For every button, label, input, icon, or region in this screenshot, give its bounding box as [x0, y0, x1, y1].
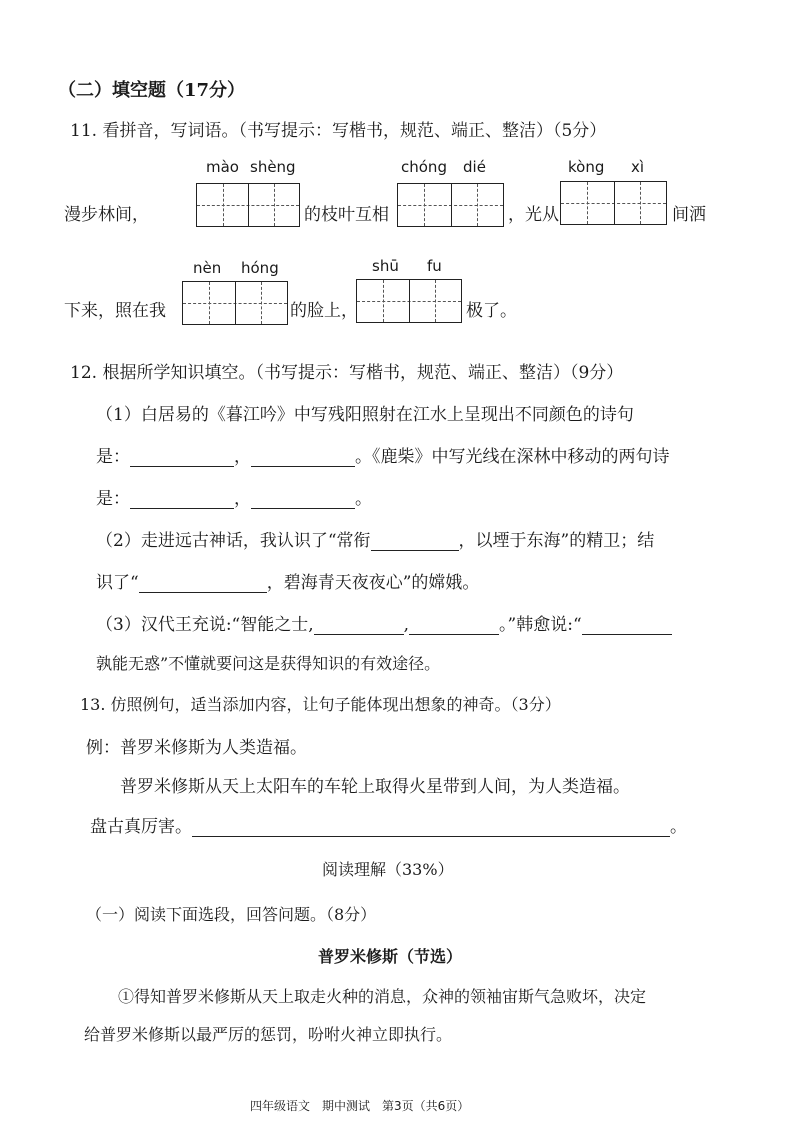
- pinyin-hong: hóng: [241, 259, 279, 277]
- example-answer: 普罗米修斯从天上太阳车的车轮上取得火星带到人间，为人类造福。: [120, 777, 630, 797]
- writing-grid-shufu[interactable]: [356, 279, 462, 323]
- pinyin-shu: shū: [372, 257, 399, 275]
- blank[interactable]: [314, 616, 404, 635]
- example-label: 例：普罗米修斯为人类造福。: [86, 738, 307, 758]
- pinyin-mao: mào: [206, 158, 239, 176]
- passage-para1-line1: ①得知普罗米修斯从天上取走火种的消息，众神的领袖宙斯气急败坏，决定: [118, 987, 647, 1006]
- blank[interactable]: [130, 490, 234, 509]
- q11-text-1: 漫步林间，: [64, 205, 149, 225]
- answer-line[interactable]: [192, 818, 670, 837]
- q12-part2-line1: （2）走进远古神话，我认识了“常衔 ，以堙于东海”的精卫；结: [96, 531, 655, 551]
- writing-grid-nenhong[interactable]: [182, 281, 288, 325]
- pinyin-xi: xì: [631, 158, 645, 176]
- blank[interactable]: [409, 616, 499, 635]
- writing-grid-chongdie[interactable]: [397, 183, 504, 227]
- q11-text-2: 的枝叶互相: [304, 205, 389, 225]
- q11-text-5: 下来，照在我: [64, 301, 166, 321]
- q12-part1-line1: （1）白居易的《暮江吟》中写残阳照射在江水上呈现出不同颜色的诗句: [96, 405, 634, 425]
- blank[interactable]: [251, 448, 355, 467]
- q12-part1-line3: 是： ， 。: [96, 489, 372, 509]
- section-title: （二）填空题（17分）: [58, 80, 246, 101]
- question-12-title: 12. 根据所学知识填空。（书写提示：写楷书，规范、端正、整洁）（9分）: [70, 363, 624, 383]
- q11-text-4: 间洒: [672, 205, 706, 225]
- q13-prompt: 盘古真厉害。 。: [90, 817, 687, 837]
- pinyin-nen: nèn: [193, 259, 222, 277]
- pinyin-kong: kòng: [568, 158, 605, 176]
- q12-part1-line2: 是： ， 。《鹿柴》中写光线在深林中移动的两句诗: [96, 447, 670, 467]
- blank[interactable]: [139, 574, 267, 593]
- blank[interactable]: [371, 532, 459, 551]
- pinyin-sheng: shèng: [250, 158, 296, 176]
- passage-para1-line2: 给普罗米修斯以最严厉的惩罚，吩咐火神立即执行。: [84, 1025, 453, 1044]
- question-13-title: 13. 仿照例句，适当添加内容，让句子能体现出想象的神奇。（3分）: [80, 695, 561, 714]
- q11-text-3: ，光从: [508, 205, 559, 225]
- passage-title: 普罗米修斯（节选）: [318, 947, 463, 966]
- reading-title: 阅读理解（33%）: [322, 860, 454, 879]
- blank[interactable]: [130, 448, 234, 467]
- blank[interactable]: [582, 616, 672, 635]
- question-11-title: 11. 看拼音，写词语。（书写提示：写楷书，规范、端正、整洁）（5分）: [70, 121, 607, 141]
- q12-part3-line2: 孰能无惑”不懂就要问这是获得知识的有效途径。: [96, 654, 441, 673]
- q12-part2-line2: 识了“ ，碧海青天夜夜心”的嫦娥。: [96, 573, 480, 593]
- writing-grid-maosheng[interactable]: [196, 183, 300, 227]
- reading-part1-title: （一）阅读下面选段，回答问题。（8分）: [86, 905, 377, 924]
- q11-text-7: 极了。: [466, 301, 517, 321]
- q11-text-6: 的脸上，: [290, 301, 358, 321]
- writing-grid-kongxi[interactable]: [560, 181, 667, 225]
- q12-part3-line1: （3）汉代王充说:“智能之士, , 。”韩愈说:“: [96, 610, 672, 635]
- pinyin-die: dié: [463, 158, 486, 176]
- page-footer: 四年级语文 期中测试 第3页（共6页）: [250, 1099, 470, 1113]
- pinyin-chong: chóng: [401, 158, 447, 176]
- blank[interactable]: [251, 490, 355, 509]
- pinyin-fu: fu: [427, 257, 442, 275]
